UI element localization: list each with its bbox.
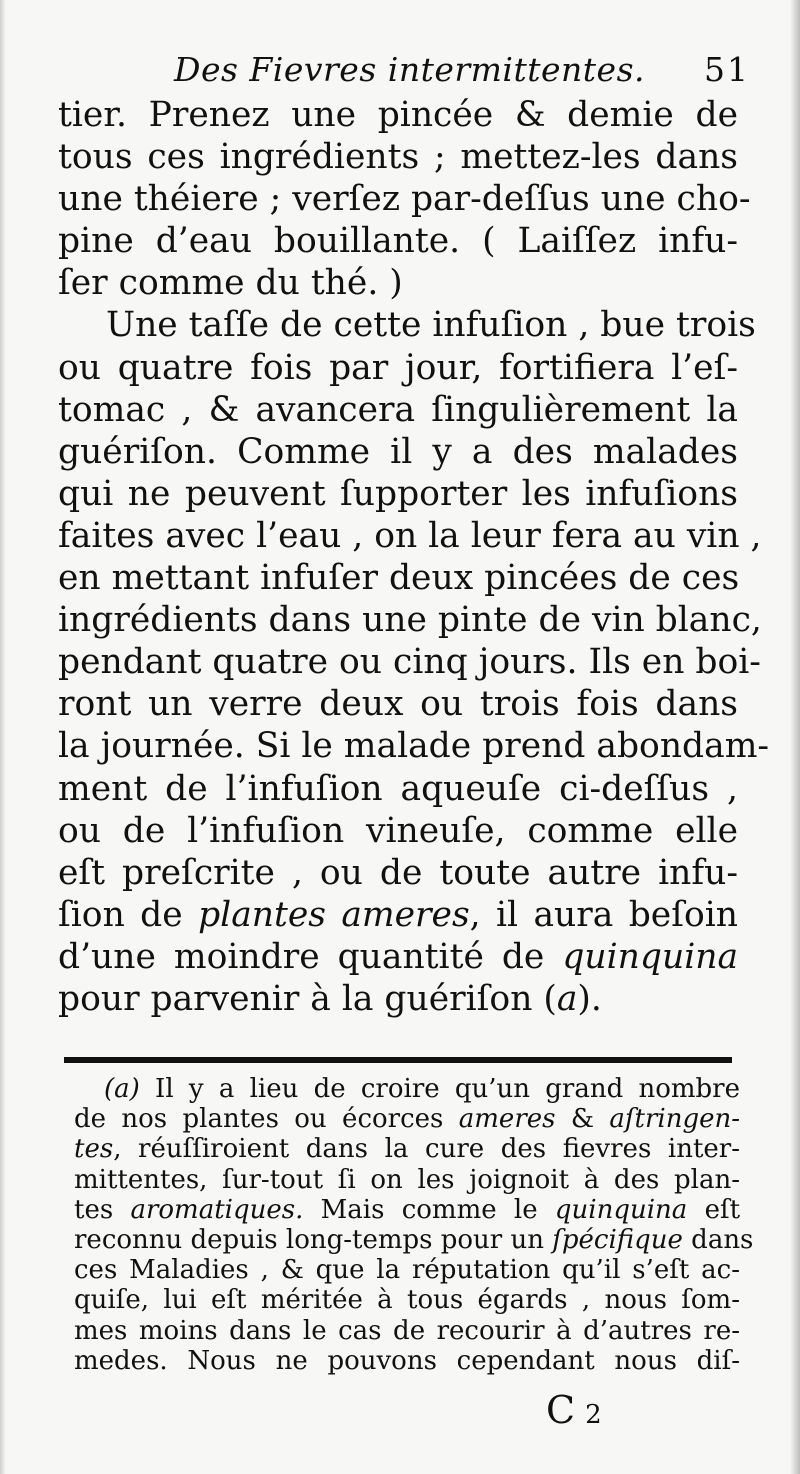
footnote [74, 1074, 754, 1376]
text-line: la journée. Si le malade prend abondam- [58, 726, 770, 767]
text-line: ſer comme du thé. ) [58, 263, 403, 304]
italic-term: ameres [458, 1104, 556, 1135]
main-text [58, 94, 770, 1020]
italic-term: aromatiques. [130, 1194, 304, 1225]
text-line: pine d’eau bouillante. ( Laiſſez infu- [58, 221, 738, 262]
text-line: une théiere ; verſez par-deſſus une cho- [58, 179, 751, 220]
text-run: pour parvenir à la guériſon ( [58, 978, 557, 1019]
paragraph-first-line: Une taſſe de cette infuſion , bue trois [106, 305, 756, 346]
text-line [58, 936, 738, 978]
text-run: de nos plantes ou écorces [74, 1104, 444, 1135]
text-run: reconnu depuis long-temps pour un [74, 1224, 544, 1255]
text-run: eſt [704, 1194, 741, 1225]
footnote-reference: a [556, 978, 578, 1019]
footnote-line: mittentes, ſur-tout ſi on les joignoit à des plan- [74, 1164, 740, 1195]
text-line [58, 894, 738, 936]
text-run: & [570, 1104, 595, 1135]
text-line: tous ces ingrédients ; mettez-les dans [58, 137, 738, 178]
italic-term: quinquina [554, 1194, 688, 1225]
text-line: qui ne peuvent ſupporter les infuſions [58, 473, 738, 514]
italic-term: quinquina [562, 936, 739, 977]
footnote-line [74, 1074, 740, 1104]
signature-mark [546, 1388, 602, 1432]
text-line: ou de l’infuſion vineuſe, comme elle [58, 810, 738, 851]
text-line: ou quatre fois par jour, fortifiera l’eſ- [58, 347, 738, 388]
text-run: Mais comme le [320, 1194, 538, 1225]
footnote-line [74, 1224, 754, 1255]
text-line: tier. Prenez une pincée & demie de [58, 95, 738, 135]
text-run: Il y a lieu de croire qu’un grand nombre [155, 1074, 740, 1104]
footnote-line: ces Maladies , & que la réputation qu’il s’eſt ac- [74, 1255, 740, 1286]
italic-term: ſpécifique [552, 1224, 683, 1255]
footnote-line [74, 1134, 740, 1164]
running-title: Des Fievres intermittentes. [174, 50, 646, 89]
page-number: 51 [704, 50, 750, 89]
footnote-line: quiſe, lui eſt méritée à tous égards , nous ſom- [74, 1285, 740, 1316]
page-edge-left [0, 0, 6, 1474]
text-run: dans [691, 1224, 754, 1255]
text-run: ſion de [58, 894, 183, 935]
text-line: ment de l’infuſion aqueuſe ci-deſſus , [58, 768, 738, 809]
footnote-separator-rule [64, 1057, 732, 1063]
text-line: ingrédients dans une pinte de vin blanc, [58, 600, 762, 641]
text-run: , il aura beſoin [469, 894, 738, 935]
text-line: eſt preſcrite , ou de toute autre infu- [58, 852, 738, 893]
footnote-line [74, 1104, 740, 1134]
text-line: ront un verre deux ou trois fois dans [58, 684, 738, 725]
signature-letter: C [546, 1388, 586, 1432]
footnote-line: medes. Nous ne pouvons cependant nous diſ- [74, 1345, 740, 1376]
footnote-marker: (a) [104, 1074, 140, 1104]
text-run: d’une moindre quantité de [58, 936, 545, 977]
text-line: tomac , & avancera ſingulièrement la [58, 389, 738, 430]
footnote-line: mes moins dans le cas de recourir à d’autres re- [74, 1315, 740, 1346]
page-edge-right [790, 0, 800, 1474]
text-run: ). [577, 978, 602, 1019]
running-head [160, 44, 750, 96]
text-line [58, 978, 738, 1020]
italic-term: aſtringen- [609, 1104, 741, 1135]
signature-number: 2 [585, 1400, 602, 1430]
text-line: en mettant infuſer deux pincées de ces [58, 558, 740, 599]
text-line: guériſon. Comme il y a des malades [58, 431, 738, 472]
italic-term: plantes ameres [198, 894, 470, 935]
text-line: pendant quatre ou cinq jours. Ils en boi- [58, 642, 761, 683]
text-line: faites avec l’eau , on la leur fera au vin , [58, 515, 762, 556]
footnote-line [74, 1195, 740, 1225]
italic-term: tes [74, 1134, 114, 1165]
text-run: tes [74, 1194, 114, 1225]
text-run: , réuſſiroient dans la cure des fievres inter- [113, 1134, 740, 1165]
